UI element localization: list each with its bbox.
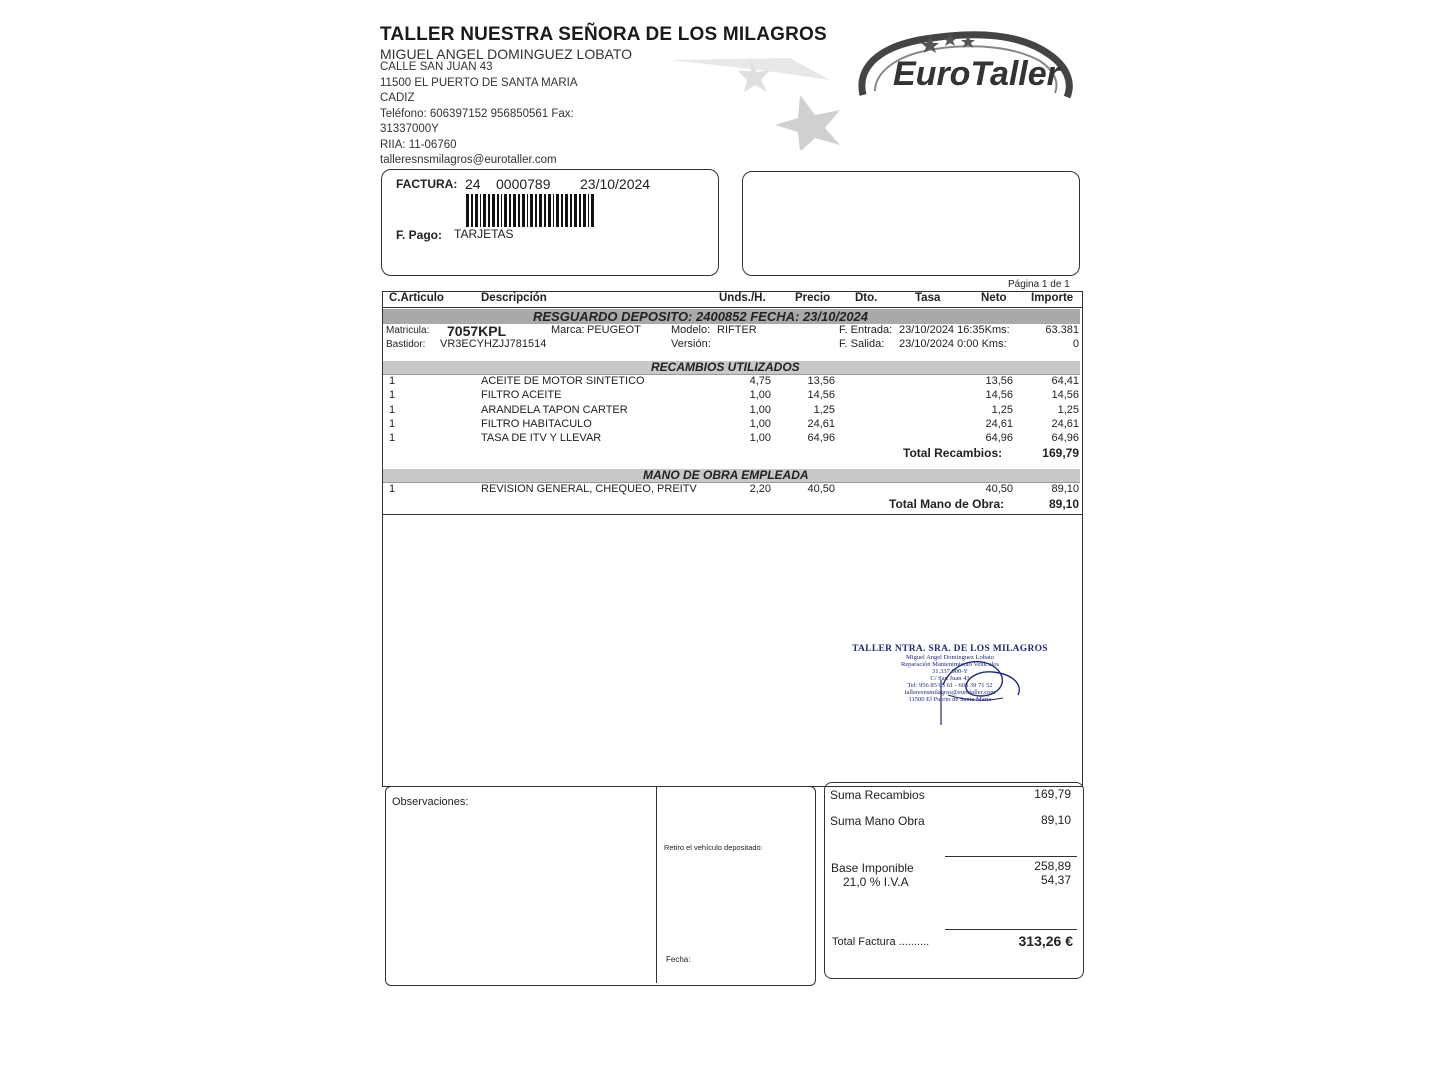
invoice-serie: 24 [465,176,481,192]
stamp-line-6: Tel: 956 85 05 61 - 606 39 71 52 [907,682,993,689]
star-decoration-icon [640,40,880,150]
barcode [466,194,596,227]
cell-units: 1,00 [749,417,771,430]
phone-line: Teléfono: 606397152 956850561 Fax: [380,108,574,120]
iva-label: 21,0 % I.V.A [843,875,909,889]
nif: 31337000Y [380,123,439,135]
cell-units: 2,20 [749,483,771,495]
cell-desc: ARANDELA TAPON CARTER [481,403,628,416]
entrada-value: 23/10/2024 16:35Kms: [899,324,1010,336]
stamp-line-2: Miguel Angel Dominguez Lobato [906,654,994,661]
cell-neto: 13,56 [985,375,1013,387]
cell-desc: REVISION GENERAL, CHEQUEO, PREITV [481,483,697,495]
cell-units: 4,75 [749,375,771,387]
bastidor-label: Bastidor: [386,339,426,350]
matricula-value: 7057KPL [447,323,507,339]
header-divider [383,307,1082,308]
cell-price: 40,50 [807,483,835,495]
stamp-line-1: TALLER NTRA. SRA. DE LOS MILAGROS [852,644,1048,654]
suma-mano-label: Suma Mano Obra [830,814,925,828]
cell-units: 1,00 [749,389,771,402]
customer-box [742,171,1080,276]
cell-code: 1 [389,417,396,430]
col-dto: Dto. [855,292,878,304]
cell-units: 1,00 [749,432,771,445]
totals-box [824,782,1084,979]
cell-importe: 64,96 [1051,432,1079,445]
cell-importe: 1,25 [1057,403,1079,416]
cell-neto: 64,96 [985,432,1013,445]
suma-recambios-value: 169,79 [1034,787,1071,801]
factura-label: FACTURA: [396,177,458,191]
company-name: TALLER NUESTRA SEÑORA DE LOS MILAGROS [380,24,827,45]
col-descripcion: Descripción [481,292,547,304]
cell-desc: ACEITE DE MOTOR SINTETICO [481,375,645,387]
modelo-value: RIFTER [717,324,757,336]
col-neto: Neto [981,292,1007,304]
cell-code: 1 [389,375,396,387]
total-factura-value: 313,26 € [1018,933,1073,949]
suma-recambios-label: Suma Recambios [830,788,925,802]
eurotaller-logo [855,25,1075,105]
invoice-number: 0000789 [496,176,551,192]
col-importe: Importe [1031,292,1074,304]
observaciones-divider [656,787,657,983]
cell-importe: 64,41 [1051,375,1079,387]
entrada-kms: 63.381 [1045,324,1079,336]
cell-desc: FILTRO ACEITE [481,389,562,402]
cell-price: 13,56 [807,375,835,387]
col-unidades: Unds./H. [719,292,766,304]
cell-neto: 1,25 [991,403,1013,416]
observaciones-label: Observaciones: [392,796,469,808]
pago-label: F. Pago: [396,228,443,242]
signature-icon [923,640,1033,730]
base-label: Base Imponible [831,861,914,875]
mano-title: MANO DE OBRA EMPLEADA [643,468,809,482]
cell-price: 64,96 [807,432,835,445]
cell-units: 1,00 [749,403,771,416]
owner-name: MIGUEL ANGEL DOMINGUEZ LOBATO [380,46,633,62]
logo-text: EuroTaller [893,55,1060,93]
modelo-label: Modelo: [671,324,711,336]
iva-value: 54,37 [1040,873,1071,887]
cell-importe: 89,10 [1051,483,1079,495]
address-city: 11500 EL PUERTO DE SANTA MARIA [380,77,578,89]
col-precio: Precio [795,292,831,304]
salida-label: F. Salida: [839,338,885,350]
marca-label: Marca: [551,324,585,336]
recambios-title: RECAMBIOS UTILIZADOS [651,360,800,374]
items-bottom-divider [383,514,1082,515]
version-label: Versión: [671,338,711,350]
invoice-box [381,169,719,276]
marca-value: PEUGEOT [587,324,641,336]
bastidor-value: VR3ECYHZJJ781514 [440,338,547,350]
total-factura-label: Total Factura .......... [832,936,930,948]
fecha-label: Fecha: [666,955,691,964]
col-tasa: Tasa [915,292,941,304]
pago-value: TARJETAS [454,227,514,241]
suma-mano-value: 89,10 [1040,813,1071,827]
riia: RIIA: 11-06760 [380,139,457,151]
total-recambios-value: 169,79 [1042,446,1079,460]
cell-price: 1,25 [813,403,835,416]
base-value: 258,89 [1034,859,1071,873]
stamp-line-8: 11500 El Puerto de Santa María [908,696,992,703]
base-divider [945,856,1077,857]
total-divider [945,929,1077,930]
observaciones-box [385,786,816,986]
cell-desc: TASA DE ITV Y LLEVAR [481,432,602,445]
deposit-title: RESGUARDO DEPOSITO: 2400852 FECHA: 23/10/2024 [533,309,869,324]
address-street: CALLE SAN JUAN 43 [380,61,493,73]
cell-neto: 24,61 [985,417,1013,430]
page-label: Página 1 de 1 [1008,279,1070,290]
cell-price: 24,61 [807,417,835,430]
cell-desc: FILTRO HABITACULO [481,417,592,430]
retiro-label: Retiro el vehículo depositado: [664,843,763,852]
items-table [382,291,1083,787]
stamp-line-7: talleresnsmilagros@eurotaller.com [904,689,996,696]
cell-code: 1 [389,389,396,402]
entrada-label: F. Entrada: [839,324,893,336]
stamp-line-5: C/ San Juan 43 [930,675,970,682]
total-recambios-label: Total Recambios: [903,446,1003,460]
stamp-line-4: 31.337.000-Y [931,668,969,675]
cell-code: 1 [389,432,396,445]
cell-code: 1 [389,403,396,416]
email: talleresnsmilagros@eurotaller.com [380,154,557,166]
stamp-line-3: Reparación Mantenimiento Vehículos [900,661,1000,668]
matricula-label: Matricula: [386,325,430,336]
cell-neto: 14,56 [985,389,1013,402]
col-articulo: C.Articulo [389,292,444,304]
address-province: CADIZ [380,92,415,104]
cell-importe: 14,56 [1051,389,1079,402]
salida-value: 23/10/2024 0:00 Kms: [899,338,1007,350]
cell-price: 14,56 [807,389,835,402]
salida-kms: 0 [1072,338,1079,350]
total-mano-value: 89,10 [1048,497,1079,511]
cell-importe: 24,61 [1051,417,1079,430]
cell-code: 1 [389,483,396,495]
invoice-date: 23/10/2024 [580,176,651,192]
total-mano-label: Total Mano de Obra: [889,497,1005,511]
cell-neto: 40,50 [985,483,1013,495]
